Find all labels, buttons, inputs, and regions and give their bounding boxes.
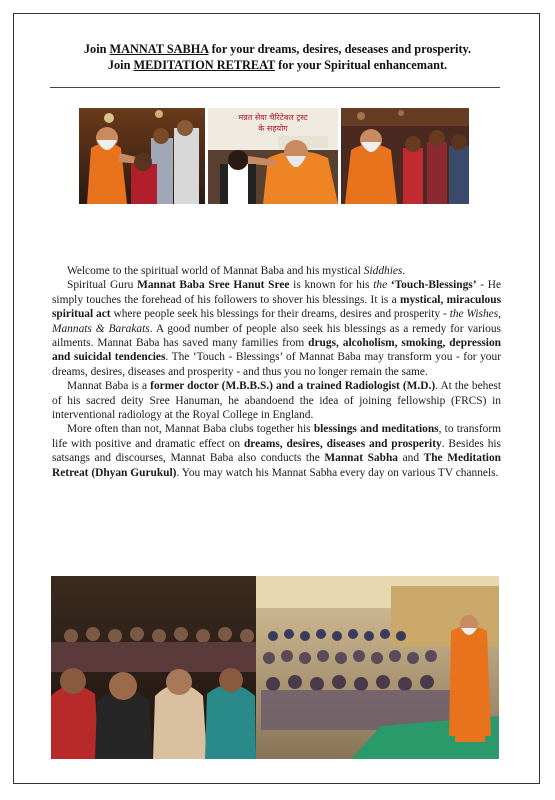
header-divider <box>50 87 500 88</box>
photo-congregation <box>51 576 499 759</box>
paragraph-touch-blessings: Spiritual Guru Mannat Baba Sree Hanut Sree is known for his the ‘Touch-Blessings’ - He simply touches the forehead of his followers to shover his blessings. It is a mystical, miraculous spiritual act where people seek his blessings for their dreams, desires and prosperity - the Wishes, Mannats & Barakats. A good number of people also seek his blessings as a remedy for various ailments. Mannat Baba has saved many families from drugs, alcoholism, smoking, depression and suicidal tendencies. The ‘Touch - Blessings’ of Mannat Baba may transform you - for your dreams, desires, diseases and prosperity - and thus you no longer remain the same. <box>52 279 502 378</box>
photo-blessing-3 <box>341 108 469 204</box>
article-body <box>52 264 501 480</box>
banner-text-2: के सहयोग <box>258 124 288 133</box>
mannat-sabha-link[interactable]: MANNAT SABHA <box>109 42 209 56</box>
photo-blessing-2 <box>208 108 338 204</box>
banner-text-1: मन्नत सेवा चैरिटेबल ट्रस्ट <box>238 113 308 122</box>
page-header <box>40 42 515 73</box>
paragraph-meditations: More often than not, Mannat Baba clubs together his blessings and meditations, to transform life with positive and dramatic effect on dreams, desires, diseases and prosperity. Besides his satsangs and discourses, Mannat Baba also conducts the Mannat Sabha and The Meditation Retreat (Dhyan Gurukul). You may watch his Mannat Sabha every day on various TV channels. <box>52 423 501 479</box>
paragraph-doctor: Mannat Baba is a former doctor (M.B.B.S.) and a trained Radiologist (M.D.). At the behest of his sacred deity Sree Hanuman, he abandoend the idea of joining fellowship (FRCS) in interventional radiology at the Royal College in England. <box>52 380 502 422</box>
paragraph-welcome: Welcome to the spiritual world of Mannat Baba and his mystical Siddhies. <box>67 265 406 277</box>
meditation-retreat-link[interactable]: MEDITATION RETREAT <box>133 57 276 72</box>
photo-blessing-1 <box>79 108 205 204</box>
header-line-2: Join MEDITATION RETREAT for your Spiritual enhancemant. <box>107 57 448 72</box>
header-line-1: Join MANNAT SABHA for your dreams, desires, deseases and prosperity. <box>83 42 472 56</box>
